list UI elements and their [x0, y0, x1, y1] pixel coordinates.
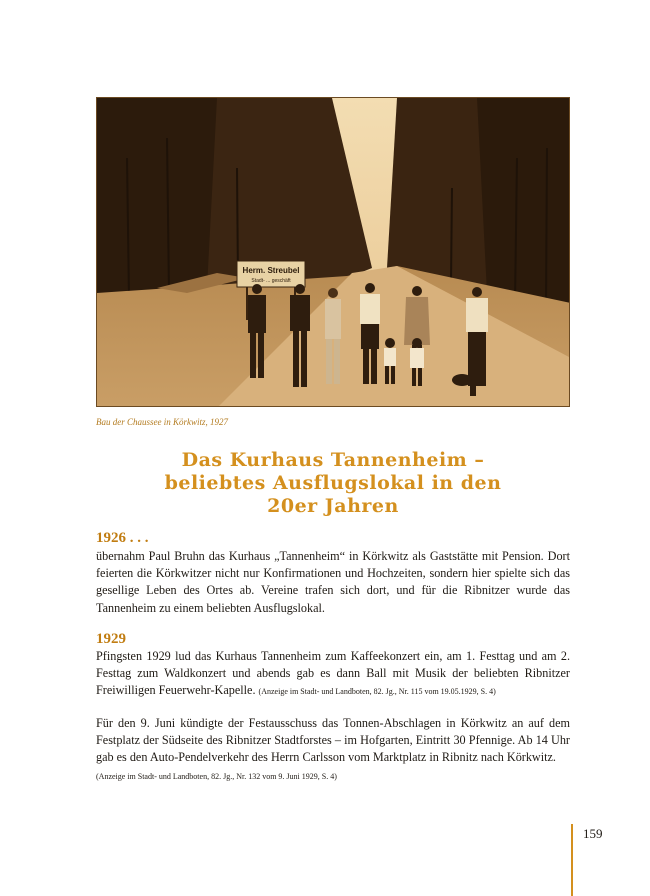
historic-photo [96, 97, 570, 407]
section-heading-1929: 1929 [96, 631, 126, 647]
page-rule [571, 824, 573, 896]
photo-caption: Bau der Chaussee in Körkwitz, 1927 [96, 417, 228, 427]
source-citation-2: (Anzeige im Stadt- und Landboten, 82. Jg., Nr. 132 vom 9. Juni 1929, S. 4) [96, 771, 337, 781]
section-heading-1926: 1926 . . . [96, 530, 149, 546]
title-line-2: beliebtes Ausflugslokal in den [164, 472, 502, 494]
title-line-3: 20er Jahren [267, 495, 399, 517]
paragraph-1929-text: Pfingsten 1929 lud das Kurhaus Tannenheim zum Kaffeekonzert ein, am 1. Festtag und am 2. Festtag zum Waldkonzert und abends gab es dann Ball mit Musik der beliebten Ribnitzer Freiwilligen Feuerwehr-Kapelle. [96, 649, 570, 698]
sign-text-2: Stadt- ... geschäft [251, 278, 291, 284]
page-title [96, 449, 570, 518]
page-number: 159 [583, 826, 603, 841]
source-citation-1: (Anzeige im Stadt- und Landboten, 82. Jg., Nr. 115 vom 19.05.1929, S. 4) [258, 687, 496, 697]
paragraph-june-text: Für den 9. Juni kündigte der Festausschuss das Tonnen-Abschlagen in Körkwitz an auf dem Festplatz der Südseite des Ribnitzer Stadtforstes – im Hofgarten, Eintritt 30 Pfennige. Ab 14 Uhr gab es den Auto-Pendelverkehr des Herrn Carlsson vom Marktplatz in Ribnitz nach Körkwitz. [96, 716, 570, 765]
sign-text-1: Herm. Streubel [242, 266, 300, 275]
paragraph-june [96, 715, 570, 785]
paragraph-1929 [96, 648, 570, 701]
title-line-1: Das Kurhaus Tannenheim – [181, 449, 485, 471]
paragraph-1926: übernahm Paul Bruhn das Kurhaus „Tannenheim“ in Körkwitz als Gaststätte mit Pension. Dort feierten die Körkwitzer nicht nur Konfirmationen und Hochzeiten, sondern hier spielte sich das gesellige Leben des Ortes ab. Vereine trafen sich dort, und für die Ribnitzer wurde das Tannenheim zu einem beliebten Ausflugslokal. [96, 549, 570, 615]
